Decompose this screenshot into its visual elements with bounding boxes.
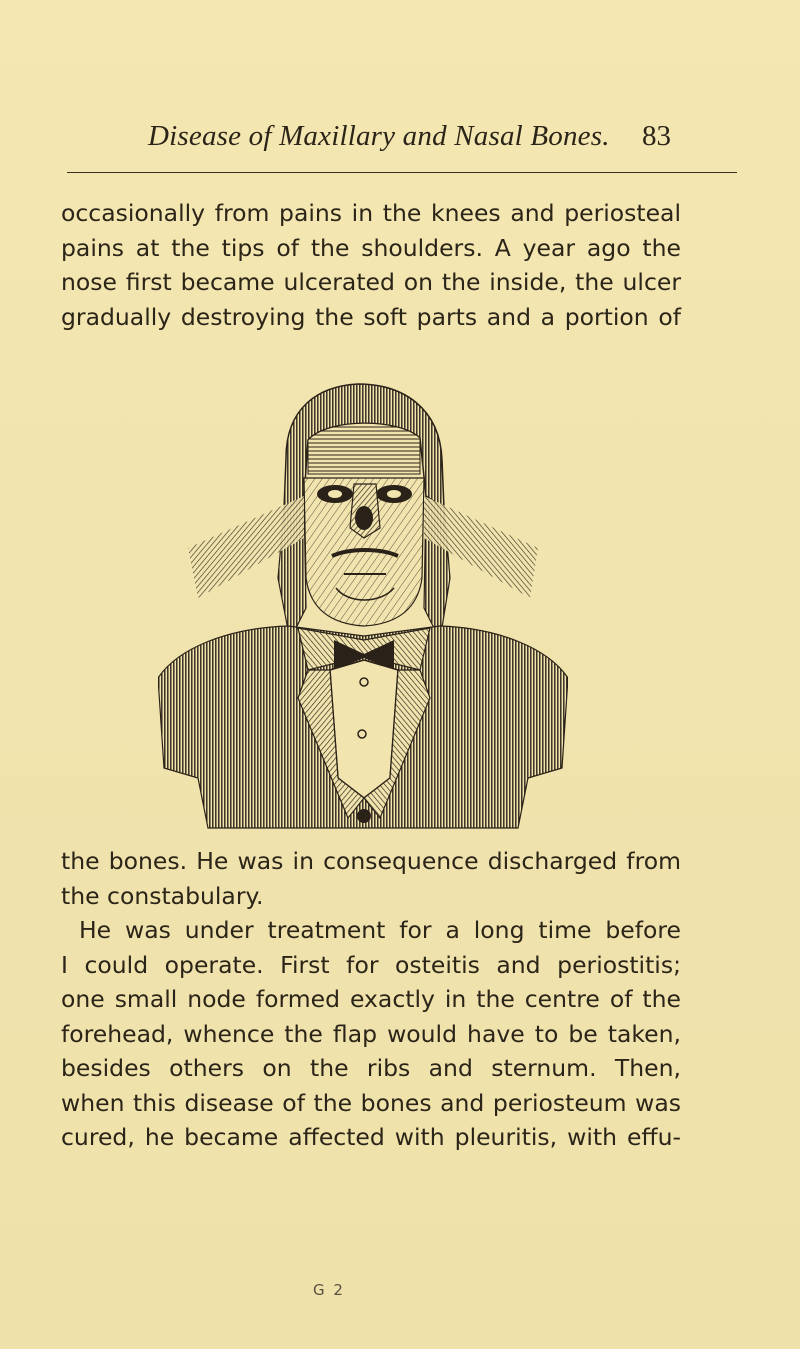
text-line: forehead, whence the flap would have to be taken, <box>61 1019 681 1048</box>
text-line: cured, he became affected with pleuritis, with effu- <box>61 1123 681 1151</box>
text-line: gradually destroying the soft parts and a portion of <box>61 302 681 331</box>
text-line: besides others on the ribs and sternum. Then, <box>61 1054 681 1082</box>
portrait-engraving <box>158 378 568 836</box>
text-line: one small node formed exactly in the centre of the <box>61 985 681 1013</box>
header-rule <box>67 172 737 173</box>
page-number: 83 <box>642 120 671 152</box>
running-head <box>60 118 740 158</box>
text-line: the bones. He was in consequence discharged from <box>61 847 681 875</box>
text-line: He was under treatment for a long time before <box>79 916 681 944</box>
text-line: pains at the tips of the shoulders. A year ago the <box>61 233 681 262</box>
paragraph-top <box>61 196 681 334</box>
signature-mark: G 2 <box>313 1281 345 1299</box>
text-line: when this disease of the bones and periosteum was <box>61 1088 681 1117</box>
paragraph-bottom <box>61 844 681 1155</box>
text-line: I could operate. First for osteitis and periostitis; <box>61 950 681 979</box>
text-line: nose first became ulcerated on the inside, the ulcer <box>61 268 681 296</box>
text-line: the constabulary. <box>61 881 264 910</box>
text-line: occasionally from pains in the knees and periosteal <box>61 199 681 227</box>
running-title: Disease of Maxillary and Nasal Bones. <box>148 120 610 152</box>
